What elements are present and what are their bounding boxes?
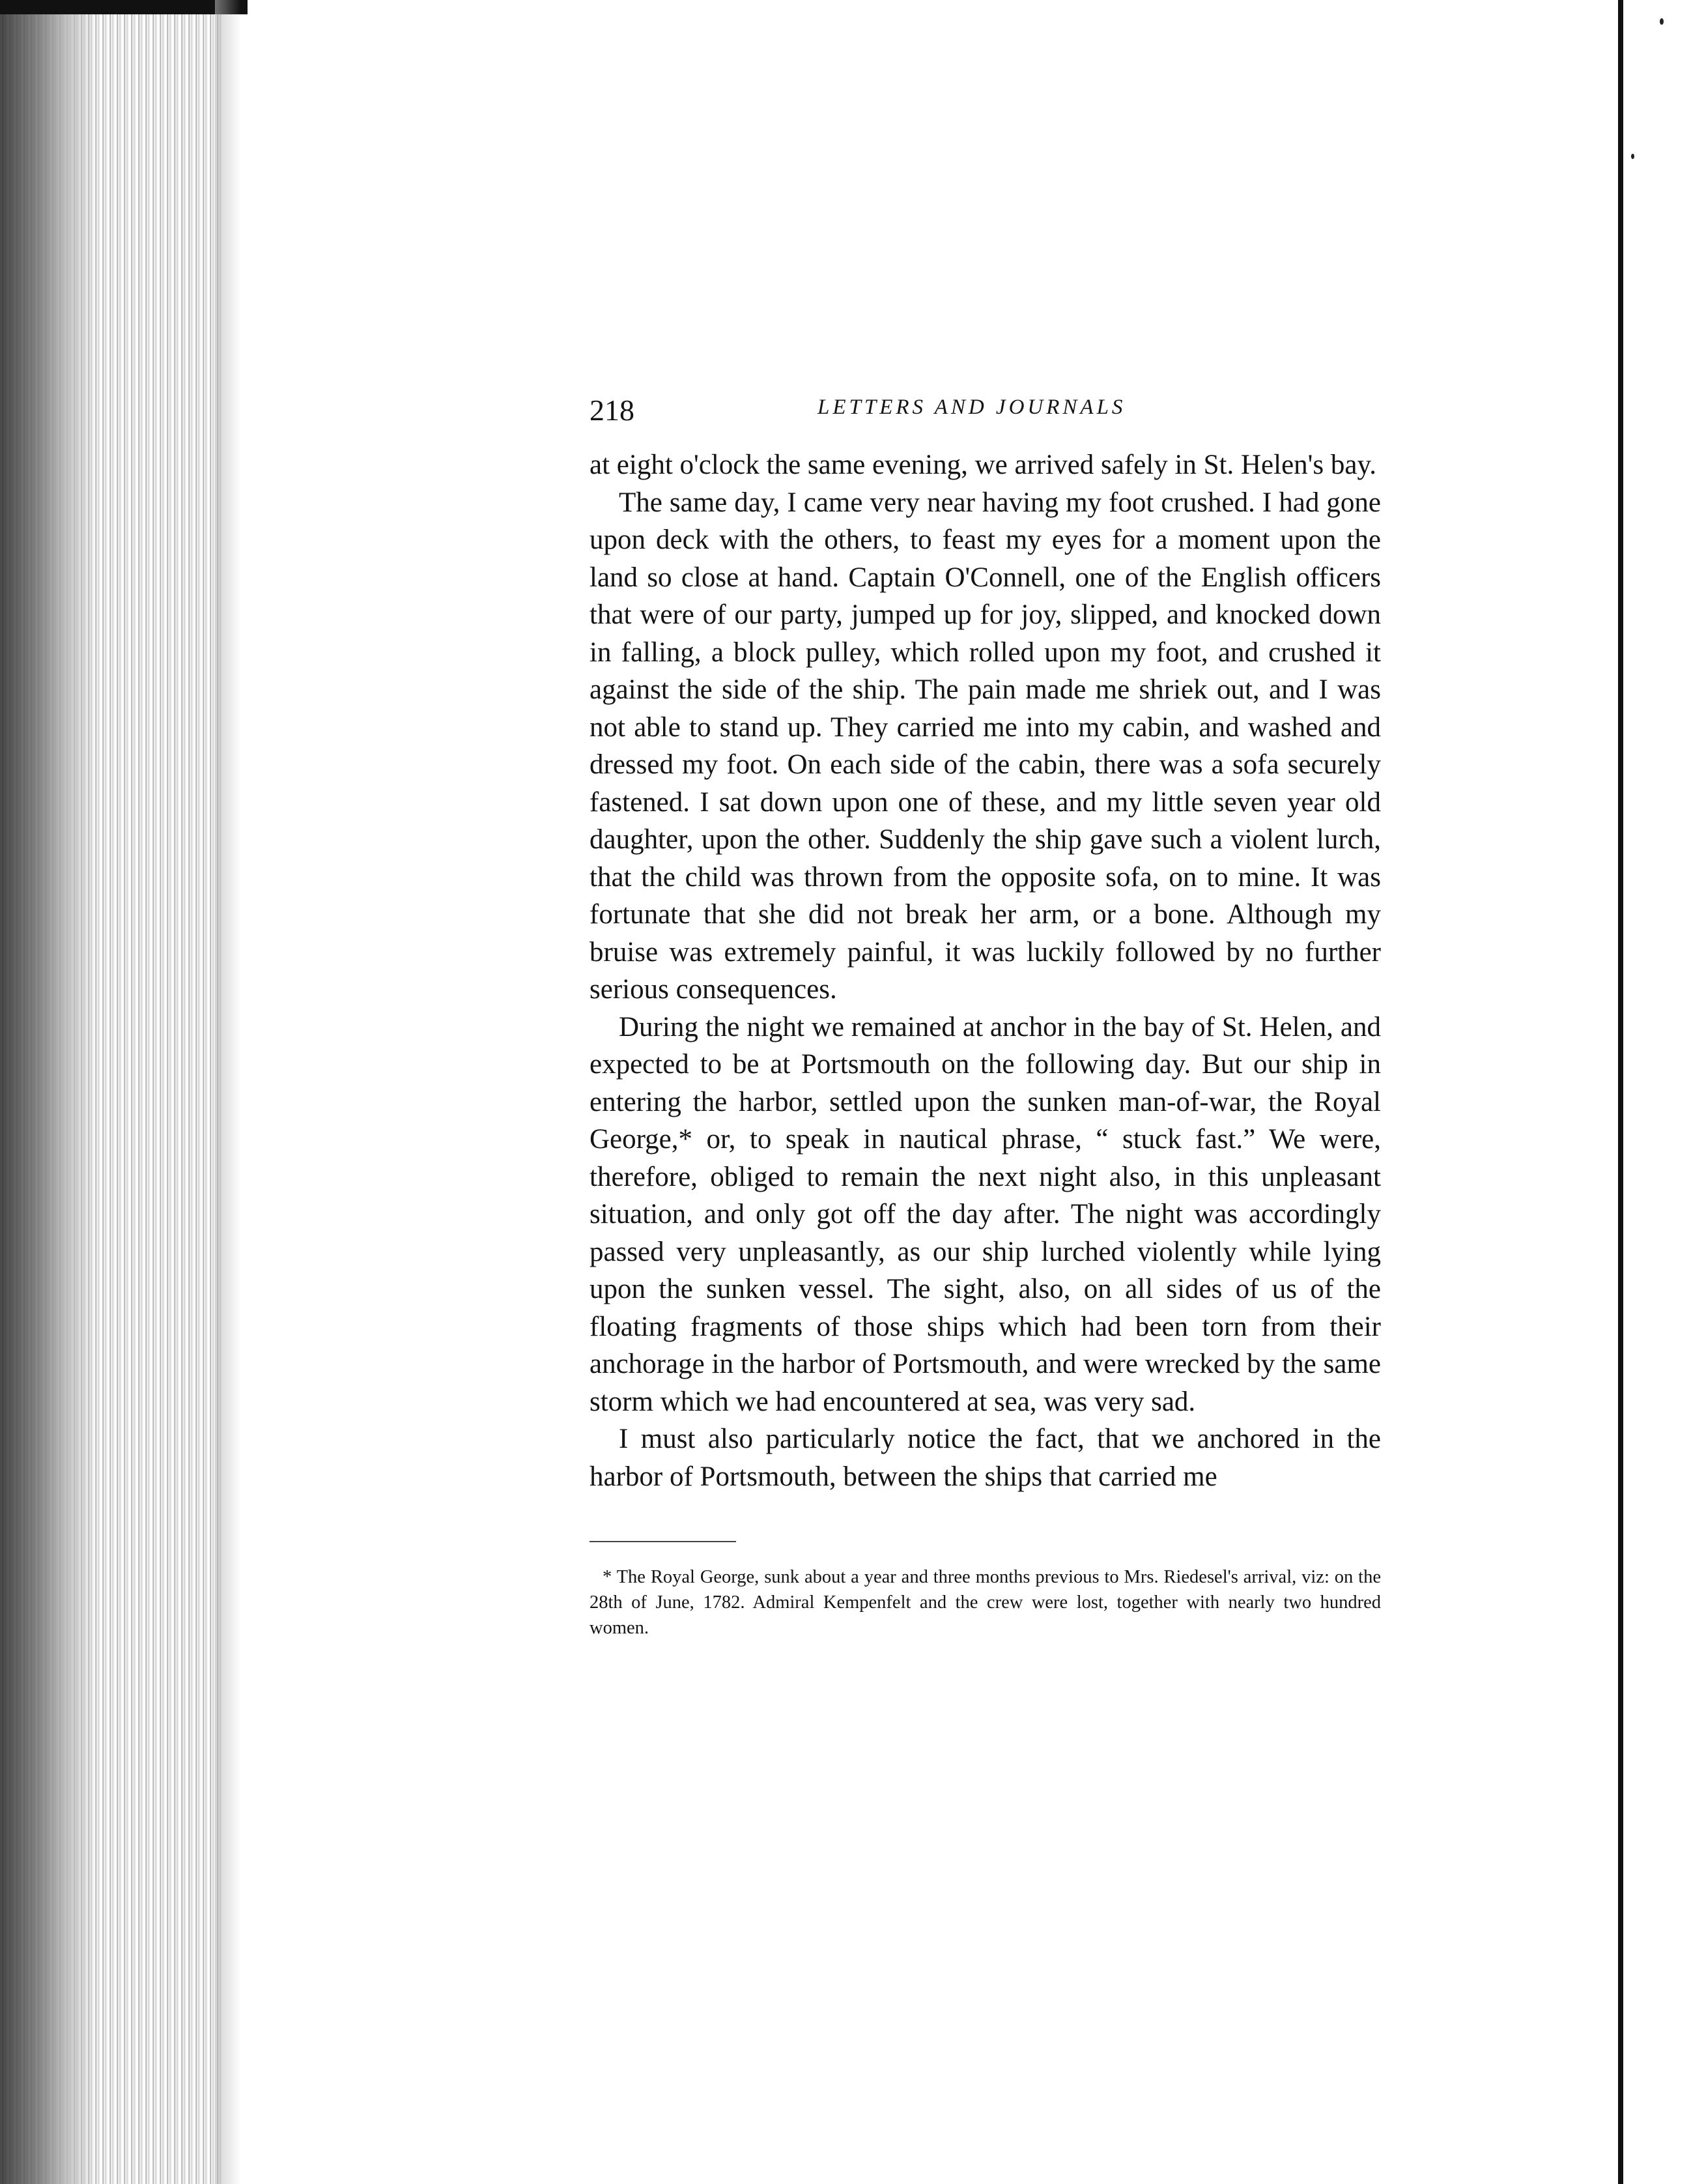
running-head [590, 388, 1381, 429]
scan-speck [1660, 18, 1664, 25]
facing-page-gutter [1618, 0, 1623, 2184]
facing-page [1623, 0, 1691, 2184]
book-spine-shadow [0, 0, 98, 2184]
paragraph: The same day, I came very near having my foot crushed. I had gone upon deck with the others, to feast my eyes for a moment upon the land so close at hand. Captain O'Connell, one of the English officers that were of our party, jumped up for joy, slipped, and knocked down in falling, a block pulley, which rolled upon my foot, and crushed it against the side of the ship. The pain made me shriek out, and I was not able to stand up. They carried me into my cabin, and washed and dressed my foot. On each side of the cabin, there was a sofa securely fastened. I sat down upon one of these, and my little seven year old daughter, upon the other. Suddenly the ship gave such a violent lurch, that the child was thrown from the opposite sofa, on to mine. It was fortunate that she did not break her arm, or a bone. Although my bruise was extremely painful, it was luckily followed by no further serious consequences. [590, 487, 1381, 1005]
paragraph: I must also particularly notice the fact, that we anchored in the harbor of Portsmouth, between the ships that carried me [590, 1424, 1381, 1492]
paragraph: at eight o'clock the same evening, we arrived safely in St. Helen's bay. [590, 450, 1376, 480]
page-edge-shadow [215, 0, 241, 2184]
footnote: * The Royal George, sunk about a year and three months previous to Mrs. Riedesel's arrival, viz: on the 28th of June, 1782. Admiral Kempenfelt and the crew were lost, together with nearly two hundred women. [590, 1567, 1381, 1638]
scan-speck [1631, 154, 1634, 159]
page-number: 218 [590, 394, 634, 427]
scan-border-top [0, 0, 248, 14]
running-title: LETTERS AND JOURNALS [817, 395, 1126, 419]
footnote-rule [590, 1541, 736, 1542]
paragraph: During the night we remained at anchor in the bay of St. Helen, and expected to be at Portsmouth on the following day. But our ship in entering the harbor, settled upon the sunken man-of-war, the Royal George,* or, to speak in nautical phrase, “ stuck fast.” We were, therefore, obliged to remain the next night also, in this unpleasant situation, and only got off the day after. The night was accordingly passed very unpleasantly, as our ship lurched violently while lying upon the sunken vessel. The sight, also, on all sides of us of the floating fragments of those ships which had been torn from their anchorage in the harbor of Portsmouth, and were wrecked by the same storm which we had encountered at sea, was very sad. [590, 1011, 1381, 1417]
printed-page [590, 388, 1381, 1641]
body-text [590, 446, 1381, 1495]
